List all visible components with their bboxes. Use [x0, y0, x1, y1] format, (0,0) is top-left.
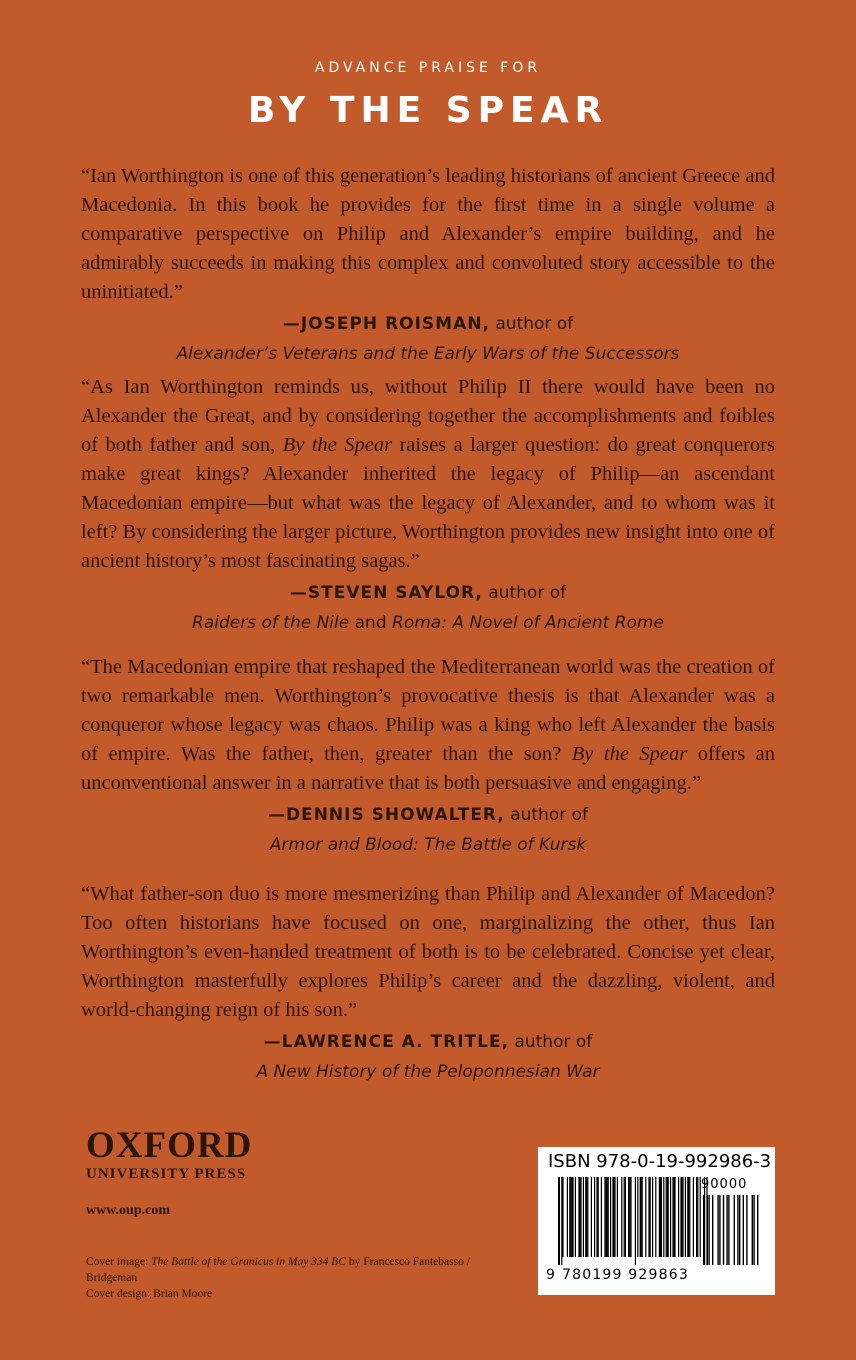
- addon-bar: [746, 1195, 747, 1265]
- addon-bar: [734, 1195, 735, 1265]
- barcode-bar: [672, 1177, 673, 1257]
- addon-bar: [712, 1195, 713, 1265]
- quote-text-part: offers an unconventional answer in a narrative that is both persuasive and engaging.”: [81, 743, 775, 794]
- cover-design-credit: Cover design: Brian Moore: [86, 1288, 213, 1300]
- addon-bar: [728, 1195, 729, 1265]
- quote-block-showalter: [81, 653, 775, 860]
- quote-book-title: By the Spear: [571, 743, 688, 765]
- author-of-label: author of: [504, 805, 589, 825]
- addon-bar: [707, 1195, 708, 1265]
- kicker-text: ADVANCE PRAISE FOR: [314, 60, 542, 76]
- barcode-bar: [687, 1177, 689, 1257]
- barcode-bar: [580, 1177, 581, 1257]
- barcode-bar: [640, 1177, 642, 1257]
- reviewer-name: —DENNIS SHOWALTER,: [267, 805, 505, 825]
- barcode-bar: [558, 1177, 560, 1265]
- addon-bar: [717, 1195, 718, 1265]
- addon-bar: [737, 1195, 738, 1265]
- barcode-bar: [598, 1177, 599, 1257]
- addon-bar: [743, 1195, 744, 1265]
- barcode-bar: [682, 1177, 683, 1257]
- barcode-bar: [652, 1177, 653, 1257]
- barcode-bar: [610, 1177, 611, 1257]
- addon-bar: [703, 1195, 704, 1265]
- barcode-bar: [628, 1177, 629, 1257]
- barcode-bar: [624, 1177, 625, 1257]
- barcode-bar: [572, 1177, 574, 1257]
- addon-code: 90000: [701, 1177, 748, 1192]
- author-of-label: author of: [509, 1032, 593, 1052]
- addon-bar: [719, 1195, 720, 1265]
- barcode-bar: [697, 1177, 698, 1257]
- barcode-bar: [562, 1177, 563, 1257]
- author-of-label: author of: [489, 314, 574, 334]
- barcode-bar: [585, 1177, 587, 1257]
- author-of-label: author of: [482, 583, 567, 603]
- barcode-bar: [614, 1177, 615, 1257]
- addon-bar: [708, 1195, 709, 1265]
- barcode-box: [538, 1147, 775, 1295]
- barcode-bar: [674, 1177, 676, 1257]
- barcode-bar: [650, 1177, 651, 1257]
- addon-bar: [739, 1195, 740, 1265]
- quote-book-title: By the Spear: [282, 434, 393, 456]
- quote-block-tritle: [81, 880, 775, 1087]
- barcode-bar: [629, 1177, 630, 1257]
- reviewer-name: —LAWRENCE A. TRITLE,: [263, 1032, 510, 1052]
- logo-university-press: UNIVERSITY PRESS: [86, 1166, 247, 1182]
- barcode-bar: [659, 1177, 660, 1257]
- quote-text: “What father-son duo is more mesmerizing than Philip and Alexander of Macedon? Too often historians have focused on one, marginalizing the other, thus Ian Worthington’s even-handed treatment of both is to be celebrated. Concise yet clear, Worthington masterfully explores Philip’s career and the dazzling, violent, and world-changing reign of his son.”: [81, 883, 775, 1021]
- addon-bars: [703, 1195, 758, 1265]
- barcode-bar: [601, 1177, 602, 1257]
- barcode-bar: [670, 1177, 671, 1257]
- logo-oxford: OXFORD: [86, 1125, 253, 1166]
- barcode-bar: [696, 1177, 697, 1257]
- barcode-bar: [625, 1177, 626, 1257]
- cover-image-credit: [86, 1254, 486, 1286]
- barcode-bar: [630, 1177, 631, 1257]
- barcode-bar: [604, 1177, 605, 1257]
- attribution: [81, 309, 775, 369]
- barcode-bar: [680, 1177, 682, 1257]
- attribution: [81, 578, 775, 638]
- barcode-bar: [608, 1177, 609, 1257]
- ean-first-digit: 9: [546, 1267, 555, 1283]
- reviewer-name: —JOSEPH ROISMAN,: [282, 314, 490, 334]
- barcode-bar: [693, 1177, 694, 1257]
- barcode-bar: [578, 1177, 580, 1257]
- barcode-bar: [606, 1177, 608, 1257]
- publisher-url: www.oup.com: [86, 1203, 171, 1218]
- addon-bar: [723, 1195, 724, 1265]
- quote-text-part: “The Macedonian empire that reshaped the Mediterranean world was the creation of two remarkable men. Worthington’s provocative thesis is that Alexander was a conqueror whose legacy was chaos. Philip was a king who left Alexander the basis of empire. Was the father, then, greater than the son?: [81, 656, 775, 765]
- isbn-label: ISBN 978-0-19-992986-3: [548, 1151, 772, 1172]
- quote-block-saylor: [81, 373, 775, 638]
- barcode-bar: [591, 1177, 592, 1257]
- barcode-bar: [617, 1177, 618, 1257]
- barcode-bar: [660, 1177, 662, 1257]
- barcode-bar: [663, 1177, 664, 1257]
- reviewer-book-2: Roma: A Novel of Ancient Rome: [392, 613, 664, 633]
- barcode-bar: [648, 1177, 649, 1257]
- barcode-bar: [594, 1177, 595, 1257]
- barcode-bar: [685, 1177, 686, 1257]
- barcode-bar: [645, 1177, 646, 1257]
- ean-digits: 780199 929863: [562, 1267, 689, 1283]
- quote-block-roisman: [81, 162, 775, 369]
- barcode-bar: [587, 1177, 588, 1257]
- ean-bars: [558, 1177, 708, 1265]
- attribution: [81, 800, 775, 860]
- book-connector: and: [349, 613, 393, 633]
- barcode-bar: [655, 1177, 656, 1257]
- credit-prefix: Cover image:: [86, 1256, 152, 1268]
- barcode-bar: [637, 1177, 638, 1257]
- quote-text-part: raises a larger question: do great conquerors make great kings? Alexander inherited the legacy of Philip—an ascendant Macedonian empire—but what was the legacy of Alexander, and to whom was it left? By considering the larger picture, Worthington provides new insight into one of ancient history’s most fascinating sagas.”: [81, 434, 775, 572]
- addon-bar: [753, 1195, 754, 1265]
- barcode-bar: [678, 1177, 679, 1257]
- cover-credits: [86, 1254, 486, 1302]
- reviewer-name: —STEVEN SAYLOR,: [289, 583, 483, 603]
- barcode-bar: [667, 1177, 669, 1257]
- barcode-bar: [635, 1177, 636, 1265]
- quote-text: “Ian Worthington is one of this generation’s leading historians of ancient Greece and Macedonia. In this book he provides for the first time in a single volume a comparative perspective on Philip and Alexander’s empire building, and he admirably succeeds in making this complex and convoluted story accessible to the uninitiated.”: [81, 165, 775, 303]
- attribution: [81, 1027, 775, 1087]
- reviewer-book: Raiders of the Nile: [192, 613, 350, 633]
- barcode-bar: [575, 1177, 576, 1257]
- barcode-bar: [569, 1177, 570, 1257]
- reviewer-book: Armor and Blood: The Battle of Kursk: [269, 835, 587, 855]
- credit-artwork-title: The Battle of the Granicus in May 334 BC: [151, 1256, 346, 1268]
- barcode-bar: [621, 1177, 622, 1257]
- addon-bar: [752, 1195, 753, 1265]
- barcode-bar: [642, 1177, 643, 1257]
- book-title: BY THE SPEAR: [247, 90, 609, 131]
- barcode-bar: [689, 1177, 690, 1257]
- barcode-bar: [583, 1177, 584, 1257]
- barcode-bar: [567, 1177, 568, 1257]
- addon-bar: [726, 1195, 727, 1265]
- reviewer-book: A New History of the Peloponnesian War: [256, 1062, 600, 1082]
- credit-suffix: by Francesco Fantebasso / Bridgeman: [86, 1256, 470, 1284]
- barcode-bar: [612, 1177, 614, 1257]
- quote-text: [81, 653, 775, 798]
- quote-text: [81, 373, 775, 576]
- barcode-bar: [570, 1177, 571, 1257]
- barcode-bar: [561, 1177, 562, 1265]
- barcode-bar: [666, 1177, 667, 1257]
- publisher-logo: [86, 1125, 253, 1183]
- reviewer-book: Alexander’s Veterans and the Early Wars of the Successors: [176, 344, 680, 364]
- addon-bar: [757, 1195, 758, 1265]
- quote-text-part: “As Ian Worthington reminds us, without Philip II there would have been no Alexander the Great, and by considering together the accomplishments and foibles of both father and son,: [81, 376, 775, 456]
- barcode-bar: [596, 1177, 597, 1257]
